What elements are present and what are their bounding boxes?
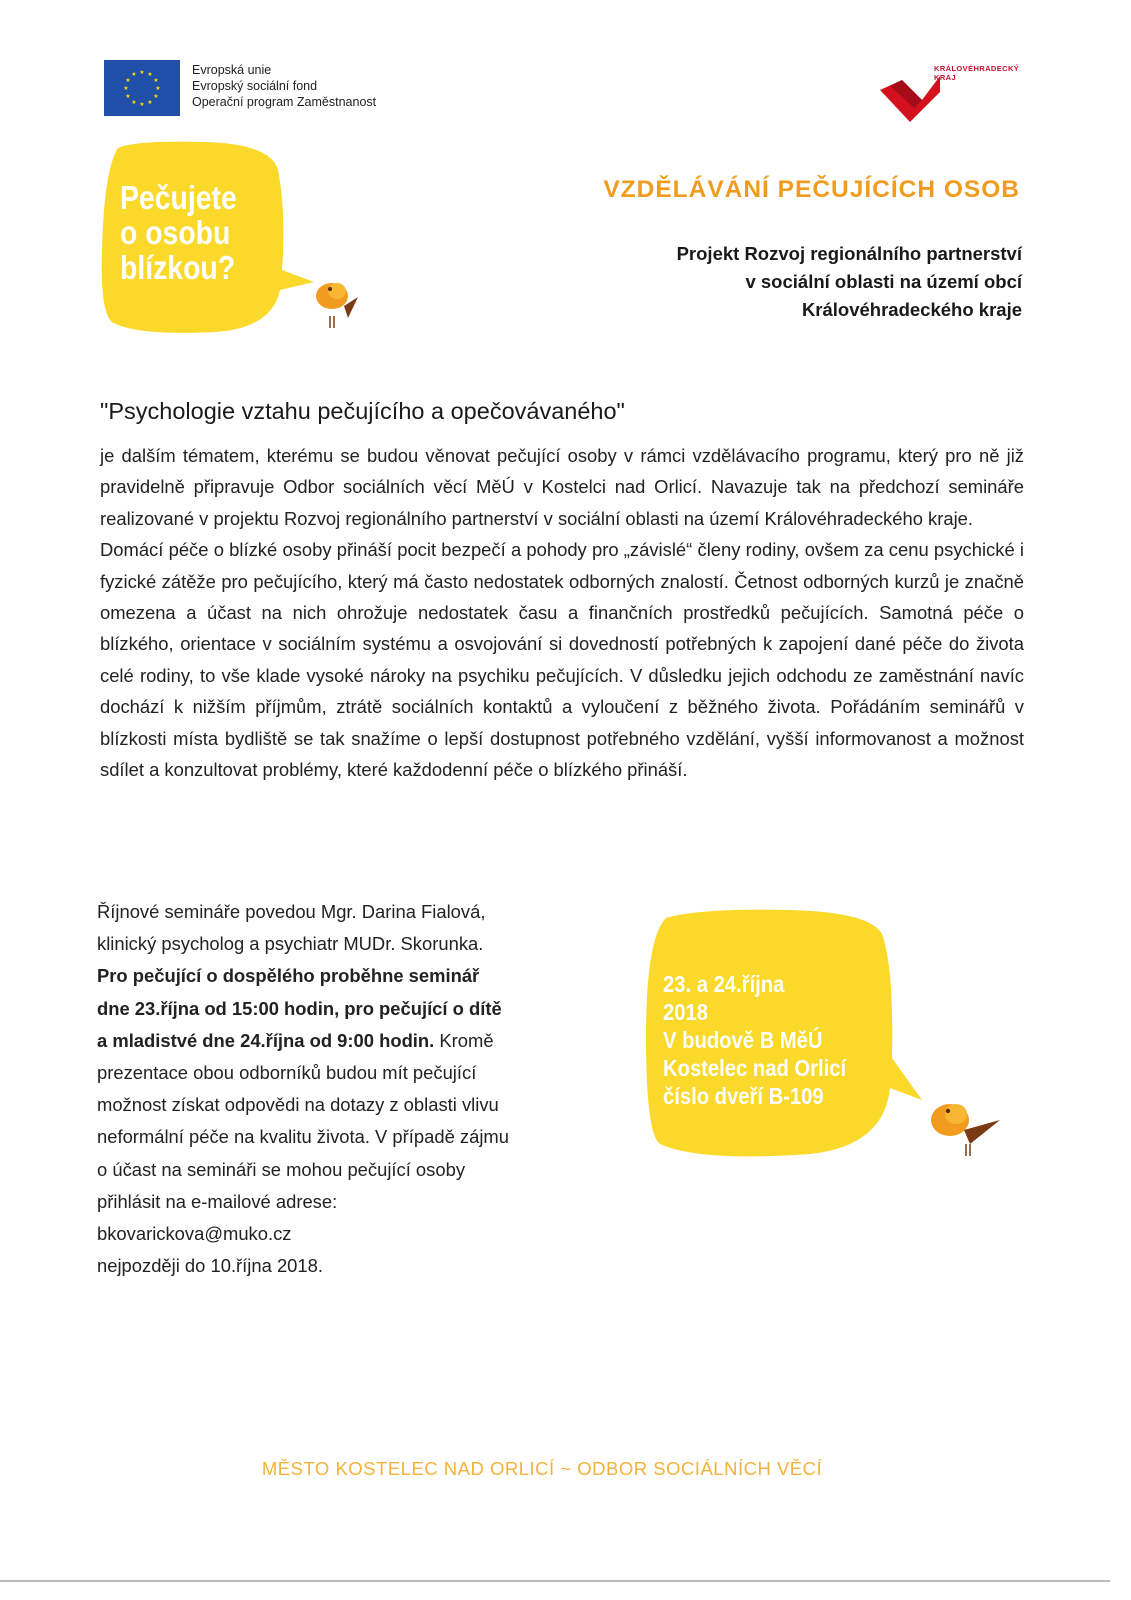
seminar-bold-line: a mladistvé dne 24.října od 9:00 hodin. — [97, 1029, 435, 1051]
seminar-deadline: nejpozději do 10.října 2018. — [97, 1255, 323, 1277]
bird-icon — [931, 1104, 1000, 1156]
project-name — [560, 240, 1022, 324]
seminar-mixed-line — [97, 1025, 597, 1057]
bubble-top-line: o osobu — [120, 214, 231, 251]
seminar-line-tail: Kromě — [434, 1029, 494, 1051]
project-line: Královéhradeckého kraje — [801, 299, 1022, 320]
seminar-bold-line: Pro pečující o dospělého proběhne seminář — [97, 965, 480, 987]
bubble-bottom-line: Kostelec nad Orlicí — [663, 1055, 847, 1081]
eu-program-text — [192, 62, 376, 110]
eu-line: Evropský sociální fond — [192, 79, 318, 93]
bird-icon — [316, 283, 358, 328]
svg-text:★: ★ — [125, 77, 131, 84]
svg-text:★: ★ — [131, 99, 137, 106]
bubble-top-line: Pečujete — [120, 179, 237, 216]
eu-flag-icon — [104, 60, 180, 116]
bubble-bottom-line: 2018 — [663, 999, 708, 1025]
eu-line: Operační program Zaměstnanost — [192, 95, 377, 109]
seminar-info — [97, 896, 597, 1282]
paragraph: je dalším tématem, kterému se budou věnovat pečující osoby v rámci vzdělávacího programu, který pro ně již pravidelně připravuje Odbor sociálních věcí MěÚ v Kostelci nad Orlicí. Navazuje tak na předchozí semináře realizované v projektu Rozvoj regionálního partnerství v sociální oblasti na území Královéhradeckého kraje. — [100, 445, 1024, 529]
bubble-bottom-line: V budově B MěÚ — [663, 1027, 823, 1053]
svg-text:★: ★ — [125, 93, 131, 100]
document-title: VZDĚLÁVÁNÍ PEČUJÍCÍCH OSOB — [603, 176, 1020, 203]
project-line: v sociální oblasti na území obcí — [745, 271, 1022, 292]
bubble-top-text — [120, 180, 237, 285]
svg-text:★: ★ — [139, 101, 145, 108]
section-title: "Psychologie vztahu pečujícího a opečovávaného" — [100, 398, 625, 424]
seminar-bold-line: dne 23.října od 15:00 hodin, pro pečující o dítě — [97, 997, 502, 1019]
seminar-line: klinický psycholog a psychiatr MUDr. Skorunka. — [97, 933, 484, 955]
bubble-top-line: blízkou? — [120, 249, 236, 286]
footer: MĚSTO KOSTELEC NAD ORLICÍ ~ ODBOR SOCIÁLNÍCH VĚCÍ — [261, 1458, 823, 1479]
seminar-line: prezentace obou odborníků budou mít pečující — [97, 1062, 477, 1084]
svg-text:★: ★ — [153, 77, 159, 84]
svg-text:★: ★ — [139, 69, 145, 76]
kraj-name — [934, 64, 1019, 82]
bubble-bottom-text — [663, 970, 846, 1110]
eu-line: Evropská unie — [192, 63, 272, 77]
svg-text:★: ★ — [131, 71, 137, 78]
seminar-line: neformální péče na kvalitu života. V případě zájmu — [97, 1126, 509, 1148]
seminar-line: o účast na semináři se mohou pečující osoby — [97, 1158, 466, 1180]
bubble-bottom-line: číslo dveří B-109 — [663, 1083, 824, 1109]
paragraph: Domácí péče o blízké osoby přináší pocit bezpečí a pohody pro „závislé“ členy rodiny, ovšem za cenu psychické i fyzické zátěže pro pečujícího, který má často nedostatek odborných znalostí. Četnost odborných kurzů je značně omezena a účast na nich ohrožuje nedostatek času a finančních prostředků pečujících. Samotná péče o blízkého, orientace v sociálním systému a osvojování si dovedností potřebných k zapojení dané péče do života celé rodiny, to vše klade vysoké nároky na psychiku pečujících. V důsledku jejich odchodu ze zaměstnání navíc dochází k nižším příjmům, ztrátě sociálních kontaktů a vyloučení z běžného života. Pořádáním seminářů v blízkosti místa bydliště se tak snažíme o lepší dostupnost potřebného vzdělání, vyšší informovanost a možnost sdílet a konzultovat problémy, které každodenní péče o blízkého přináší. — [100, 539, 1024, 781]
body-text — [100, 440, 1024, 785]
svg-text:★: ★ — [155, 85, 161, 92]
svg-text:★: ★ — [147, 99, 153, 106]
contact-email[interactable]: bkovarickova@muko.cz — [97, 1223, 292, 1245]
seminar-line: přihlásit na e-mailové adrese: — [97, 1190, 338, 1212]
project-line: Projekt Rozvoj regionálního partnerství — [676, 243, 1022, 264]
bubble-bottom-line: 23. a 24.října — [663, 971, 785, 997]
kraj-line: KRÁLOVÉHRADECKÝ — [934, 64, 1020, 73]
kraj-line: KRAJ — [934, 73, 957, 82]
svg-text:★: ★ — [147, 71, 153, 78]
svg-text:★: ★ — [123, 85, 129, 92]
svg-text:★: ★ — [153, 93, 159, 100]
seminar-line: možnost získat odpovědi na dotazy z oblasti vlivu — [97, 1094, 499, 1116]
seminar-line: Říjnové semináře povedou Mgr. Darina Fialová, — [97, 901, 486, 922]
divider — [0, 1580, 1110, 1582]
